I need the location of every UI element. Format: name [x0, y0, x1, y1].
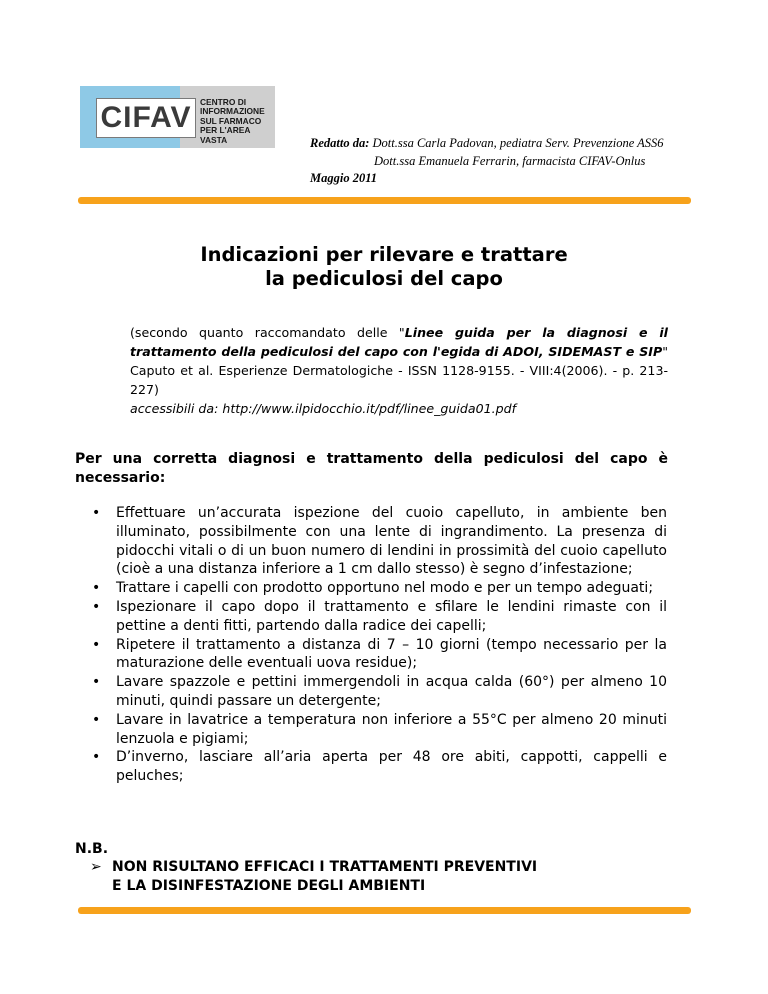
top-divider [78, 197, 691, 204]
author-1: Dott.ssa Carla Padovan, pediatra Serv. Prevenzione ASS6 [372, 136, 664, 150]
reference-citation: " Caputo et al. Esperienze Dermatologiche - ISSN 1128-9155. - VIII:4(2006). - p. 213-227) [130, 344, 668, 397]
logo-subtitle-line: PER L'AREA VASTA [200, 125, 251, 145]
author-line-1 [310, 135, 664, 152]
logo-subtitle-line: SUL FARMACO [200, 115, 262, 126]
nb-line-1: NON RISULTANO EFFICACI I TRATTAMENTI PREVENTIVI [112, 859, 538, 875]
nb-line-2: E LA DISINFESTAZIONE DEGLI AMBIENTI [112, 878, 426, 894]
title-line-2: la pediculosi del capo [265, 267, 503, 290]
recommendation-list [90, 504, 667, 786]
nb-note [90, 858, 537, 896]
list-item: • Ispezionare il capo dopo il trattamento e sfilare le lendini rimaste con il pettine a denti fitti, partendo dalla radice dei capelli; [90, 598, 667, 636]
redatto-label: Redatto da: [310, 136, 370, 150]
logo-subtitle [200, 98, 275, 145]
reference-access-link: accessibili da: http://www.ilpidocchio.it/pdf/linee_guida01.pdf [130, 401, 517, 416]
logo-wordmark: CIFAV [96, 98, 196, 138]
reference-paragraph [130, 323, 668, 418]
document-date: Maggio 2011 [310, 171, 378, 185]
nb-label: N.B. [75, 841, 109, 857]
list-item: • Effettuare un’accurata ispezione del cuoio capelluto, in ambiente ben illuminato, possibilmente con una lente di ingrandimento. La presenza di pidocchi vitali o di un buon numero di lendini in prossimità del cuoio capelluto (cioè a una distanza inferiore a 1 cm dallo stesso) è segno d’infestazione; [90, 504, 667, 579]
reference-guideline-title: Linee guida per la diagnosi e il trattamento della pediculosi del capo con l'egida di ADOI, SIDEMAST e SIP [130, 325, 668, 359]
author-line-2 [374, 153, 645, 170]
list-item: • D’inverno, lasciare all’aria aperta per 48 ore abiti, cappotti, cappelli e peluches; [90, 748, 667, 786]
page-title [0, 243, 768, 291]
author-2: Dott.ssa Emanuela Ferrarin, farmacista CIFAV-Onlus [374, 154, 646, 168]
list-item: • Lavare in lavatrice a temperatura non inferiore a 55°C per almeno 20 minuti lenzuola e pigiami; [90, 711, 667, 749]
logo-subtitle-line: CENTRO DI [200, 97, 247, 107]
title-line-1: Indicazioni per rilevare e trattare [200, 243, 568, 266]
cifav-logo [80, 86, 275, 148]
list-item: • Ripetere il trattamento a distanza di 7 – 10 giorni (tempo necessario per la maturazione delle eventuali uova residue); [90, 636, 667, 674]
section-intro: Per una corretta diagnosi e trattamento della pediculosi del capo è necessario: [75, 451, 668, 486]
list-item: • Trattare i capelli con prodotto opportuno nel modo e per un tempo adeguati; [90, 579, 667, 598]
arrow-bullet-icon: ➢ [90, 859, 102, 875]
list-item: • Lavare spazzole e pettini immergendoli in acqua calda (60°) per almeno 10 minuti, quindi passare un detergente; [90, 673, 667, 711]
logo-subtitle-line: INFORMAZIONE [200, 106, 265, 117]
nb-row-1 [90, 858, 537, 877]
date-line [310, 170, 377, 187]
reference-prefix: (secondo quanto raccomandato delle " [130, 325, 405, 340]
bottom-divider [78, 907, 691, 914]
